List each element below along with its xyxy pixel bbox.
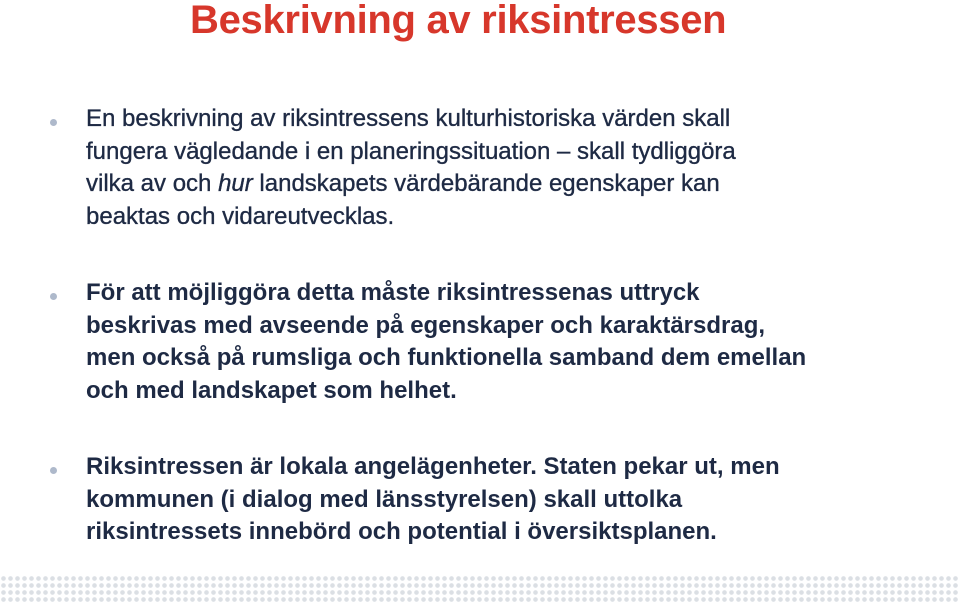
bullet-text: landskapets värdebärande egenskaper kan (252, 170, 720, 197)
bullet-item (86, 451, 906, 549)
emphasis-text: hur (218, 170, 253, 197)
bullet-line: beaktas och vidareutvecklas. (86, 202, 395, 230)
bullet-dot-icon (50, 293, 57, 300)
slide-title: Beskrivning av riksintressen (190, 0, 727, 42)
bullet-line: riksintressets innebörd och potential i översiktsplanen. (86, 518, 717, 545)
bullet-line: beskrivas med avseende på egenskaper och karaktärsdrag, (86, 311, 766, 339)
bullet-line: För att möjliggöra detta måste riksintressenas uttryck (86, 279, 700, 306)
bullet-text: vilka av och (86, 170, 219, 197)
bullet-dot-icon (50, 467, 57, 474)
bullet-line (86, 168, 906, 201)
bullet-line: fungera vägledande i en planeringssituation – skall tydliggöra (86, 137, 736, 165)
bullet-item (86, 277, 906, 407)
bullet-line: och med landskapet som helhet. (86, 376, 457, 404)
decorative-dot-pattern (0, 575, 960, 603)
bullet-dot-icon (50, 119, 57, 126)
bullet-line: men också på rumsliga och funktionella samband dem emellan (86, 344, 807, 371)
bullet-item (86, 103, 906, 233)
bullet-line: En beskrivning av riksintressens kulturhistoriska värden skall (86, 105, 731, 132)
bullet-line: Riksintressen är lokala angelägenheter. Staten pekar ut, men (86, 453, 780, 480)
bullet-line: kommunen (i dialog med länsstyrelsen) skall uttolka (86, 485, 683, 513)
